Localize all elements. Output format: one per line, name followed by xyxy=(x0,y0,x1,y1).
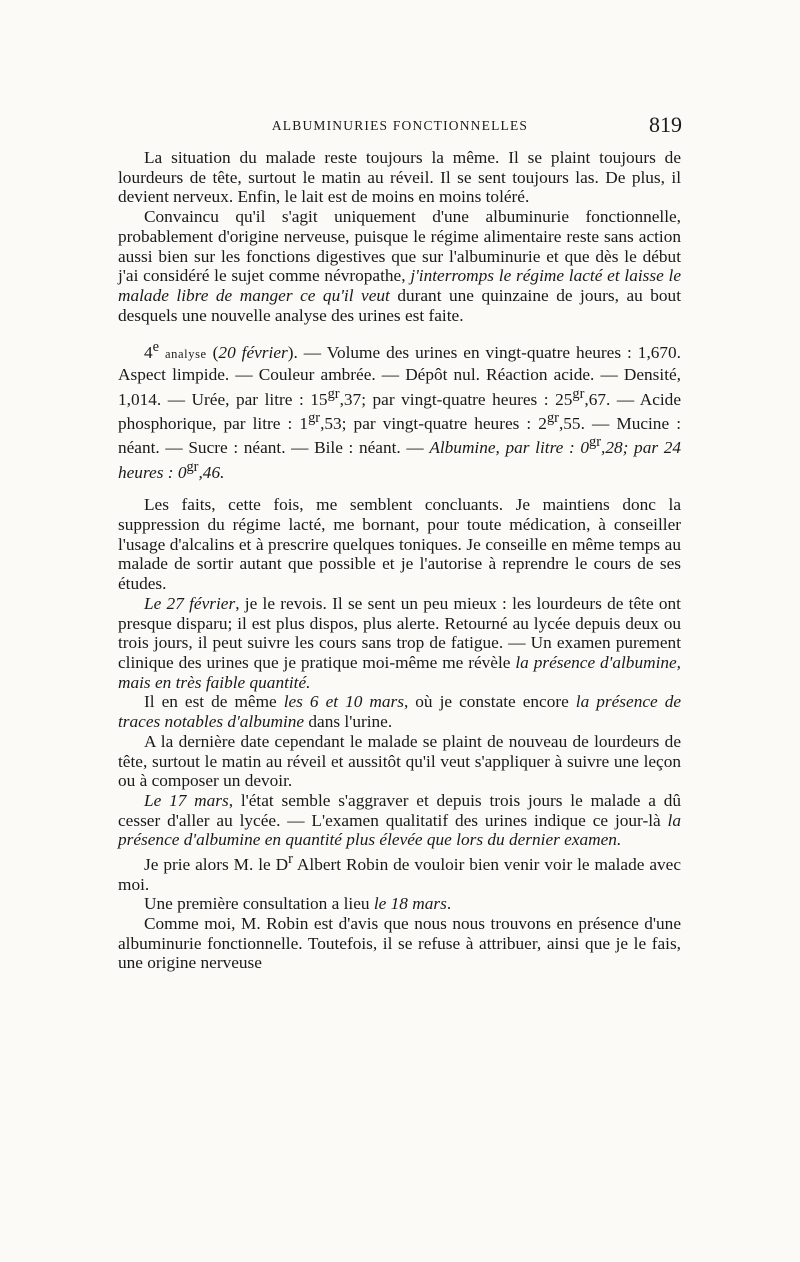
paragraph xyxy=(118,914,681,973)
italic-text: 20 février xyxy=(218,343,288,363)
paragraph xyxy=(118,894,681,914)
paragraph-text: ,67. — Acide phosphorique, par litre : 1 xyxy=(118,389,681,433)
paragraph-text: Je prie alors M. le D xyxy=(144,854,289,874)
paragraph-text: Il en est de même xyxy=(144,692,284,712)
paragraph-text: ,53; par vingt-quatre heures : 2 xyxy=(320,413,547,433)
paragraph-text: , où je constate encore xyxy=(403,692,576,712)
paragraph-text: analyse xyxy=(165,347,207,362)
paragraph-text: Convaincu qu'il s'agit uniquement d'une albuminurie fonctionnelle, probablement d'origine nerveuse, puisque le régime alimentaire reste sans action aussi bien sur les fonctions digestives que sur l'albuminurie et que dès le début j'ai considéré le sujet comme névropathe, xyxy=(118,207,681,286)
italic-text: ,28; par 24 heures : 0 xyxy=(118,438,681,482)
italic-text: Albumine, par litre : 0 xyxy=(429,438,590,458)
superscript-text: gr xyxy=(186,458,199,475)
paragraph-text: , l'état semble s'aggraver et depuis trois jours le malade a dû cesser d'aller au lycée. — L'examen qualitatif des urines indique ce jour-là xyxy=(118,790,681,830)
paragraph-text: . xyxy=(446,894,452,914)
superscript-text: gr xyxy=(589,434,602,451)
paragraph xyxy=(118,495,681,594)
paragraph-text: ( xyxy=(206,343,219,363)
superscript-text: gr xyxy=(327,385,340,402)
paragraph xyxy=(118,594,681,693)
superscript-text: gr xyxy=(572,385,585,402)
paragraph-text: durant une quinzaine de jours, au bout desquels une nouvelle analyse des urines est faite. xyxy=(118,285,681,325)
paragraph xyxy=(118,850,681,894)
paragraph xyxy=(118,148,681,207)
paragraph-text: Les faits, cette fois, me semblent concluants. Je maintiens donc la suppression du régime lacté, me bornant, pour toute médication, à conseiller l'usage d'alcalins et à prescrire quelques toniques. Je conseille en même temps au malade de sortir autant que possible et je l'autorise à reprendre le cours de ses études. xyxy=(118,495,681,594)
superscript-text: gr xyxy=(546,409,559,426)
running-title: ALBUMINURIES FONCTIONNELLES xyxy=(271,118,529,133)
italic-text: la présence d'albumine, mais en très faible quantité. xyxy=(118,653,682,692)
paragraph-text: A la dernière date cependant le malade se plaint de nouveau de lourdeurs de tête, surtout le matin au réveil et aussitôt qu'il veut s'appliquer à suivre une leçon ou à composer un devoir. xyxy=(118,731,681,791)
paragraph xyxy=(118,692,681,731)
italic-text: les 6 et 10 mars xyxy=(283,692,404,712)
paragraph-text: Comme moi, M. Robin est d'avis que nous nous trouvons en présence d'une albuminurie fonctionnelle. Toutefois, il se refuse à attribuer, ainsi que je le fais, une origine nerveuse xyxy=(118,913,681,973)
superscript-text: gr xyxy=(308,409,321,426)
italic-text: la présence d'albumine en quantité plus élevée que lors du dernier examen. xyxy=(118,810,681,850)
italic-text: le 18 mars xyxy=(373,894,447,914)
paragraph-text: Albert Robin de vouloir bien venir voir le malade avec moi. xyxy=(118,854,681,894)
italic-text: ,46. xyxy=(198,462,225,482)
italic-text: la présence de traces notables d'albumine xyxy=(118,692,682,732)
superscript-text: r xyxy=(288,851,293,868)
paragraph-text: ,37; par vingt-quatre heures : 25 xyxy=(339,389,573,409)
paragraph-text: Une première consultation a lieu xyxy=(144,894,374,914)
paragraph xyxy=(118,791,681,850)
italic-text: Le 17 mars xyxy=(144,790,229,810)
paragraph-text: , je le revois. Il se sent un peu mieux : les lourdeurs de tête ont presque disparu; il est plus dispos, plus alerte. Retourné au lycée depuis deux ou trois jours, il peut suivre les cours sans trop de fatigue. — Un examen purement clinique des urines que je pratique moi-même me révèle xyxy=(118,593,681,672)
italic-text: j'interromps le régime lacté et laisse le malade libre de manger ce qu'il veut xyxy=(118,266,682,305)
paragraph xyxy=(118,338,681,482)
paragraph-text: ,55. — Mucine : néant. — Sucre : néant. — Bile : néant. — xyxy=(118,413,682,458)
page-number: 819 xyxy=(649,112,682,137)
paragraph xyxy=(118,207,681,325)
page-header xyxy=(118,112,682,140)
paragraph-text: 4 xyxy=(144,343,153,363)
body-text xyxy=(118,148,681,973)
italic-text: Le 27 février xyxy=(144,593,236,613)
paragraph-text: dans l'urine. xyxy=(304,712,393,732)
superscript-text: e xyxy=(152,339,160,356)
paragraph-text: ). — Volume des urines en vingt-quatre heures : 1,670. Aspect limpide. — Couleur ambrée. — Dépôt nul. Réaction acide. — Densité, 1,014. — Urée, par litre : 15 xyxy=(118,343,682,409)
paragraph-text: La situation du malade reste toujours la même. Il se plaint toujours de lourdeurs de tête, surtout le matin au réveil. Il se sent toujours las. De plus, il devient nerveux. Enfin, le lait est de moins en moins toléré. xyxy=(118,148,681,207)
paragraph xyxy=(118,732,681,791)
